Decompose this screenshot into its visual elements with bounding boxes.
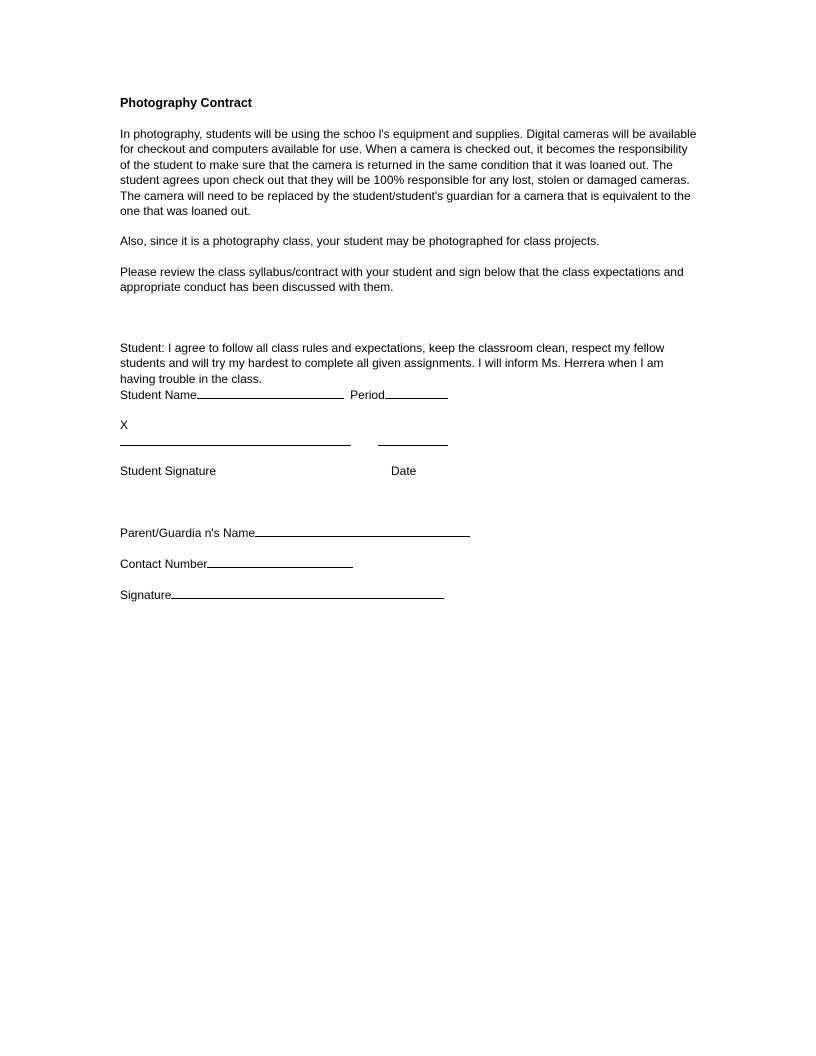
student-name-field[interactable] bbox=[197, 387, 344, 399]
period-label: Period bbox=[350, 388, 385, 402]
date-label: Date bbox=[391, 464, 417, 478]
parent-name-field[interactable] bbox=[255, 525, 470, 537]
student-signature-label: Student Signature bbox=[120, 464, 217, 478]
date-field[interactable] bbox=[378, 445, 448, 446]
period-field[interactable] bbox=[385, 387, 448, 399]
student-name-row bbox=[120, 387, 448, 403]
document-title: Photography Contract bbox=[120, 96, 252, 110]
student-statement: Student: I agree to follow all class rules and expectations, keep the classroom clean, respect my fellow students and will try my hardest to complete all given assignments. I will inform Ms. Herrera when I am having trouble in the class. bbox=[120, 341, 665, 386]
signature-x-mark: X bbox=[120, 418, 129, 432]
parent-name-row bbox=[120, 525, 470, 541]
parent-signature-row bbox=[120, 587, 444, 603]
contact-number-field[interactable] bbox=[207, 556, 353, 568]
parent-signature-field[interactable] bbox=[171, 587, 444, 599]
student-signature-field[interactable] bbox=[120, 445, 351, 446]
parent-name-label: Parent/Guardia n's Name bbox=[120, 526, 256, 540]
review-paragraph: Please review the class syllabus/contract with your student and sign below that the class expectations and appropriate conduct has been discussed with them. bbox=[120, 265, 684, 295]
photographed-paragraph: Also, since it is a photography class, your student may be photographed for class projects. bbox=[120, 234, 600, 248]
signature-label: Signature bbox=[120, 588, 172, 602]
equipment-paragraph: In photography, students will be using the schoo l's equipment and supplies. Digital cameras will be available for checkout and computers available for use. When a camera is checked out, it becomes the responsibility of the student to make sure that the camera is returned in the same condition that it was loaned out. The student agrees upon check out that they will be 100% responsible for any lost, stolen or damaged cameras. The camera will need to be replaced by the student/student's guardian for a camera that is equivalent to the one that was loaned out. bbox=[120, 127, 697, 219]
student-name-label: Student Name bbox=[120, 388, 197, 402]
contact-number-label: Contact Number bbox=[120, 557, 208, 571]
contact-number-row bbox=[120, 556, 353, 572]
